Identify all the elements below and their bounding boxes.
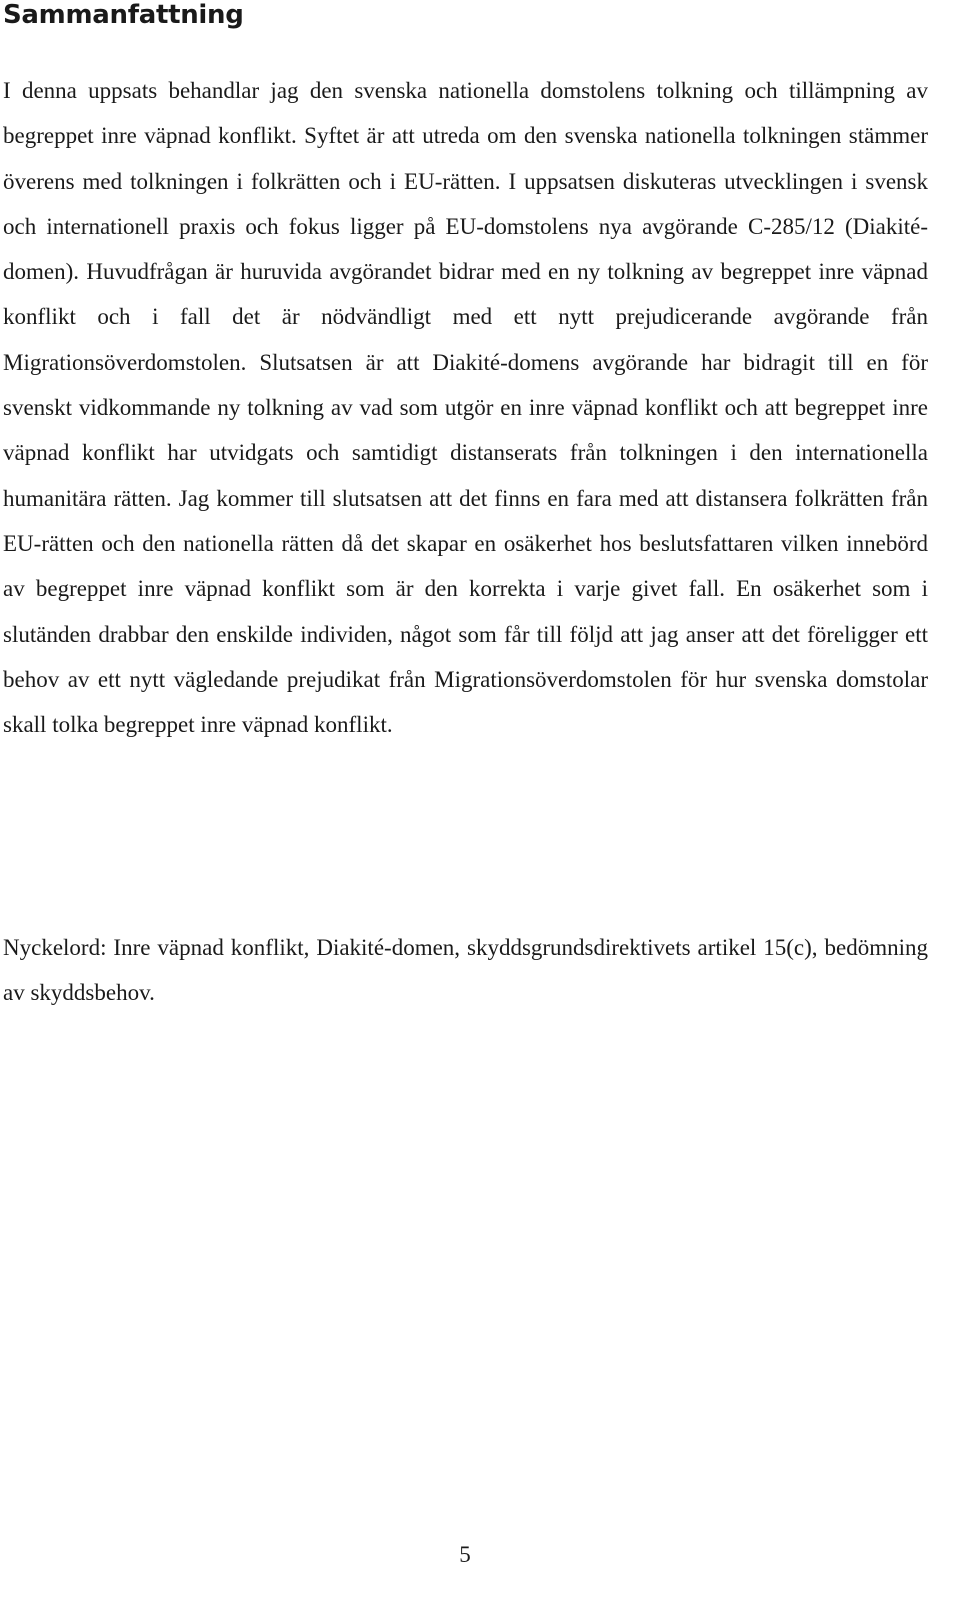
abstract-paragraph: I denna uppsats behandlar jag den svenska nationella domstolens tolkning och tillämpning av begreppet inre väpnad konflikt. Syftet är att utreda om den svenska nationella tolkningen stämmer överens med tolkningen i folkrätten och i EU-rätten. I uppsatsen diskuteras utvecklingen i svensk och internationell praxis och fokus ligger på EU-domstolens nya avgörande C-285/12 (Diakité-domen). Huvudfrågan är huruvida avgörandet bidrar med en ny tolkning av begreppet inre väpnad konflikt och i fall det är nödvändligt med ett nytt prejudicerande avgörande från Migrationsöverdomstolen. Slutsatsen är att Diakité-domens avgörande har bidragit till en för svenskt vidkommande ny tolkning av vad som utgör en inre väpnad konflikt och att begreppet inre väpnad konflikt har utvidgats och samtidigt distanserats från tolkningen i den internationella humanitära rätten. Jag kommer till slutsatsen att det finns en fara med att distansera folkrätten från EU-rätten och den nationella rätten då det skapar en osäkerhet hos beslutsfattaren vilken innebörd av begreppet inre väpnad konflikt som är den korrekta i varje givet fall. En osäkerhet som i slutänden drabbar den enskilde individen, något som får till följd att jag anser att det föreligger ett behov av ett nytt vägledande prejudikat från Migrationsöverdomstolen för hur svenska domstolar skall tolka begreppet inre väpnad konflikt. xyxy=(3,78,928,738)
page-number: 5 xyxy=(459,1542,471,1567)
keywords-paragraph: Nyckelord: Inre väpnad konflikt, Diakité-domen, skyddsgrundsdirektivets artikel 15(c), bedömning av skyddsbehov. xyxy=(3,935,928,1006)
section-heading: Sammanfattning xyxy=(3,0,244,30)
